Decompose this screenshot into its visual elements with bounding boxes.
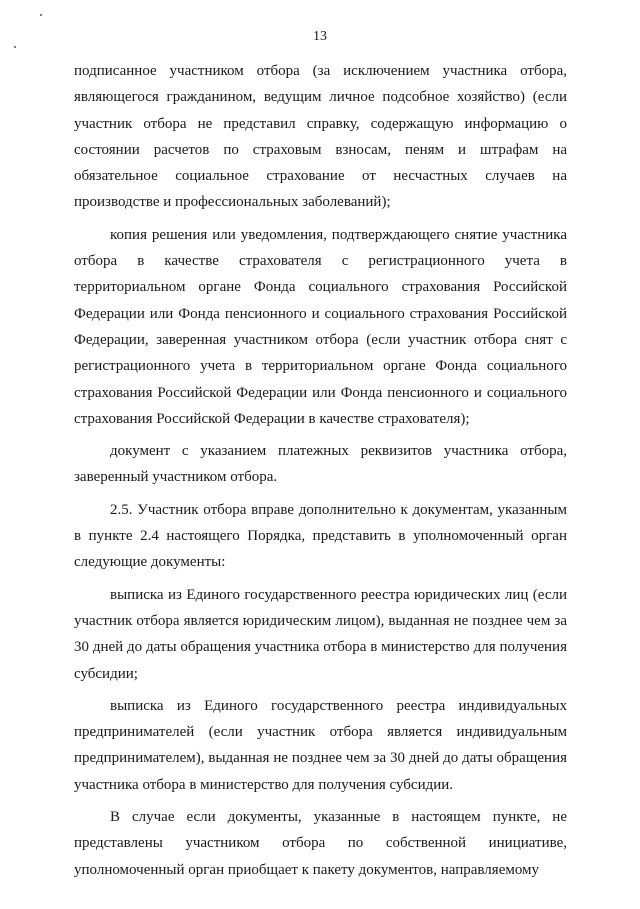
paragraph: выписка из Единого государственного реестра юридических лиц (если участник отбора является юридическим лицом), выданная не позднее чем за 30 дней до даты обращения участника отбора в министерство для получения субсидии;: [74, 586, 567, 682]
paragraph: документ с указанием платежных реквизитов участника отбора, заверенный участником отбора.: [74, 443, 567, 486]
paragraph: выписка из Единого государственного реестра индивидуальных предпринимателей (если участник отбора является индивидуальным предпринимателем), выданная не позднее чем за 30 дней до даты обращения участника отбора в министерство для получения субсидии.: [74, 697, 567, 793]
paragraph: В случае если документы, указанные в настоящем пункте, не представлены участником отбора по собственной инициативе, уполномоченный орган приобщает к пакету документов, направляемому: [74, 809, 567, 878]
scan-speck: [40, 14, 42, 16]
scan-speck: [14, 46, 16, 48]
paragraph: копия решения или уведомления, подтверждающего снятие участника отбора в качестве страхователя с регистрационного учета в территориальном органе Фонда социального страхования Российской Федерации или Фонда пенсионного и социального страхования Российской Федерации, заверенная участником отбора (если участник отбора снят с регистрационного учета в территориальном органе Фонда социального страхования Российской Федерации или Фонда пенсионного и социального страхования Российской Федерации в качестве страхователя);: [74, 226, 567, 427]
document-body: [74, 58, 567, 889]
paragraph: 2.5. Участник отбора вправе дополнительно к документам, указанным в пункте 2.4 настоящего Порядка, представить в уполномоченный орган следующие документы:: [74, 501, 567, 571]
paragraph: подписанное участником отбора (за исключением участника отбора, являющегося гражданином, ведущим личное подсобное хозяйство) (если участник отбора не представил справку, содержащую информацию о состоянии расчетов по страховым взносам, пеням и штрафам на обязательное социальное страхование от несчастных случаев на производстве и профессиональных заболеваний);: [74, 63, 567, 211]
page-number: 13: [313, 29, 327, 44]
